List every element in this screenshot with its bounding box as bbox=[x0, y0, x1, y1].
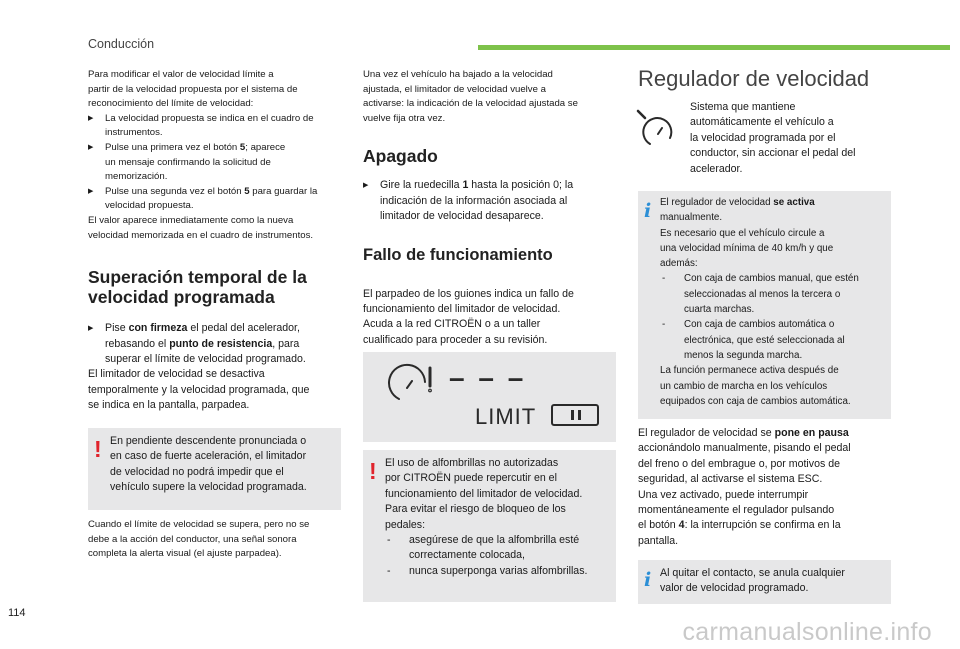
step-item bbox=[88, 141, 350, 185]
warning-exclamation-icon: ! bbox=[369, 458, 377, 484]
text-line: El limitador de velocidad se desactiva bbox=[88, 368, 265, 381]
step-item bbox=[88, 112, 350, 141]
text-line: en caso de fuerte aceleración, el limitador bbox=[110, 450, 307, 463]
step-item bbox=[88, 321, 350, 367]
text-line: funcionamiento del limitador de velocidad. bbox=[363, 303, 561, 315]
text-line: El uso de alfombrillas no autorizadas bbox=[385, 457, 559, 469]
column-left bbox=[88, 68, 350, 414]
bullet-arrow-icon: ▶ bbox=[363, 182, 369, 190]
text-line: reconocimiento del límite de velocidad: bbox=[88, 98, 254, 110]
text-line: accionándolo manualmente, pisando el pedal bbox=[638, 442, 851, 455]
text-line: menos la segunda marcha. bbox=[684, 349, 803, 361]
press-instruction bbox=[88, 321, 350, 413]
text-line: automáticamente el vehículo a bbox=[690, 116, 834, 129]
info-text bbox=[660, 195, 883, 409]
bullet-arrow-icon: ▶ bbox=[88, 187, 94, 195]
text-line: Es necesario que el vehículo circule a bbox=[660, 227, 825, 239]
step-list bbox=[88, 112, 350, 214]
text-line: la velocidad programada por el bbox=[690, 131, 836, 144]
text-line: de velocidad no podrá impedir que el bbox=[110, 465, 284, 478]
bullet-arrow-icon: ▶ bbox=[88, 143, 94, 151]
limit-display-illustration bbox=[363, 352, 616, 442]
text-line: cualificado para proceder a su revisión. bbox=[363, 333, 548, 346]
pause-button-icon bbox=[551, 404, 599, 426]
text-line: momentáneamente el regulador pulsando bbox=[638, 504, 835, 517]
text-line: El regulador de velocidad se pone en pausa bbox=[638, 427, 849, 439]
text-line: conductor, sin accionar el pedal del bbox=[690, 147, 856, 160]
text-line: nunca superponga varias alfombrillas. bbox=[409, 564, 588, 577]
header-accent-bar bbox=[478, 45, 950, 50]
heading-temporary-override: Superación temporal de la velocidad programada bbox=[88, 267, 307, 308]
reactivation-text bbox=[363, 68, 621, 126]
cruise-control-gauge-icon bbox=[636, 108, 678, 146]
text-line: cuarta marchas. bbox=[684, 304, 755, 316]
text-line: acelerador. bbox=[690, 162, 743, 175]
text-line: correctamente colocada, bbox=[409, 549, 526, 562]
text-line: funcionamiento del limitador de velocidad. bbox=[385, 487, 583, 500]
text-line: rebasando el punto de resistencia, para bbox=[105, 337, 300, 350]
text-line: del freno o del embrague o, por motivos de bbox=[638, 457, 840, 470]
warning-exclamation-icon: ! bbox=[94, 436, 102, 462]
text-line: manualmente. bbox=[660, 212, 723, 224]
section-title: Conducción bbox=[88, 37, 155, 51]
text-line: Con caja de cambios automática o bbox=[684, 319, 835, 331]
alert-footer-text bbox=[88, 518, 350, 562]
display-dashes: – – – bbox=[449, 362, 527, 393]
info-icon: i bbox=[644, 569, 652, 591]
text-line: Al quitar el contacto, se anula cualquier bbox=[660, 567, 845, 579]
text-line: el botón 4: la interrupción se confirma en la bbox=[638, 519, 841, 532]
cruise-description bbox=[690, 100, 900, 177]
text-line: valor de velocidad programado. bbox=[660, 582, 809, 595]
text-line: Pulse una primera vez el botón 5; aparece bbox=[105, 141, 286, 153]
text-line: partir de la velocidad propuesta por el sistema de bbox=[88, 83, 298, 95]
intro-text bbox=[88, 68, 350, 112]
pause-description bbox=[638, 426, 896, 549]
text-line: instrumentos. bbox=[105, 127, 163, 139]
warning-text bbox=[110, 434, 333, 496]
text-line: Con caja de cambios manual, que estén bbox=[684, 273, 859, 285]
watermark: carmanualsonline.info bbox=[682, 618, 932, 646]
text-line: ajustada, el limitador de velocidad vuelve a bbox=[363, 83, 546, 95]
text-line: vehículo supere la velocidad programada. bbox=[110, 481, 307, 494]
text-line: Pise con firmeza el pedal del acelerador, bbox=[105, 322, 300, 335]
text-line: temporalmente y la velocidad programada, que bbox=[88, 383, 310, 396]
malfunction-text bbox=[363, 287, 621, 349]
text-line: El regulador de velocidad se activa bbox=[660, 197, 815, 208]
text-line: Una vez activado, puede interrumpir bbox=[638, 488, 809, 501]
text-line: seleccionadas al menos la tercera o bbox=[684, 288, 841, 300]
text-line: limitador de velocidad desaparece. bbox=[380, 210, 544, 223]
column-middle bbox=[363, 68, 621, 348]
warning-box-downhill bbox=[88, 428, 341, 510]
heading-cruise-control: Regulador de velocidad bbox=[638, 66, 870, 91]
text-line: Pulse una segunda vez el botón 5 para guardar la bbox=[105, 185, 318, 197]
text-line: superar el límite de velocidad programado. bbox=[105, 352, 306, 365]
info-box-activation bbox=[638, 191, 891, 419]
dash-item: - Con caja de cambios manual, que estén seleccionadas al menos la tercera o cuarta marchas. bbox=[660, 271, 883, 317]
text-line: un cambio de marcha en los vehículos bbox=[660, 380, 828, 392]
text-line: La velocidad propuesta se indica en el cuadro de bbox=[105, 112, 314, 124]
text-line: Gire la ruedecilla 1 hasta la posición 0; la bbox=[380, 179, 574, 192]
bullet-arrow-icon: ▶ bbox=[88, 114, 94, 122]
info-icon: i bbox=[644, 200, 652, 222]
text-line: velocidad memorizada en el cuadro de instrumentos. bbox=[88, 229, 314, 241]
text-line: además: bbox=[660, 258, 698, 270]
outro-text bbox=[88, 214, 350, 243]
dash-item: - Con caja de cambios automática o electrónica, que esté seleccionada al menos la segunda marcha. bbox=[660, 317, 883, 363]
page-number: 114 bbox=[8, 607, 26, 619]
warning-box-floor-mats bbox=[363, 450, 616, 602]
info-text bbox=[660, 566, 883, 597]
text-line: memorización. bbox=[105, 171, 168, 183]
dash-item: - asegúrese de que la alfombrilla esté correctamente colocada, bbox=[385, 533, 608, 564]
text-line: electrónica, que esté seleccionada al bbox=[684, 334, 845, 346]
text-line: Acuda a la red CITROËN o a un taller bbox=[363, 318, 541, 331]
off-instruction bbox=[363, 178, 621, 224]
text-line: Cuando el límite de velocidad se supera, pero no se bbox=[88, 519, 310, 530]
text-line: equipados con caja de cambios automática. bbox=[660, 395, 851, 407]
text-line: Para evitar el riesgo de bloqueo de los bbox=[385, 503, 566, 516]
text-line: El valor aparece inmediatamente como la nueva bbox=[88, 214, 294, 226]
text-line: Sistema que mantiene bbox=[690, 101, 796, 113]
text-line: Una vez el vehículo ha bajado a la velocidad bbox=[363, 69, 553, 80]
bullet-arrow-icon: ▶ bbox=[88, 325, 94, 333]
text-line: por CITROËN puede repercutir en el bbox=[385, 472, 557, 485]
text-line: velocidad propuesta. bbox=[105, 200, 194, 212]
text-line: El parpadeo de los guiones indica un fallo de bbox=[363, 287, 574, 300]
text-line: En pendiente descendente pronunciada o bbox=[110, 435, 307, 447]
text-line: activarse: la indicación de la velocidad ajustada se bbox=[363, 98, 578, 110]
step-item bbox=[363, 178, 621, 224]
text-line: vuelve fija otra vez. bbox=[363, 112, 446, 124]
text-line: indicación de la información asociada al bbox=[380, 194, 568, 207]
text-line: completa la alerta visual (el ajuste parpadea). bbox=[88, 548, 282, 560]
text-line: se indica en la pantalla, parpadea. bbox=[88, 399, 250, 412]
text-line: una velocidad mínima de 40 km/h y que bbox=[660, 242, 834, 254]
step-item bbox=[88, 185, 350, 214]
text-line: La función permanece activa después de bbox=[660, 365, 839, 377]
heading-malfunction: Fallo de funcionamiento bbox=[363, 245, 553, 264]
text-line: pedales: bbox=[385, 518, 426, 531]
text-line: Para modificar el valor de velocidad límite a bbox=[88, 69, 274, 80]
text-line: asegúrese de que la alfombrilla esté bbox=[409, 534, 580, 547]
heading-off: Apagado bbox=[363, 146, 438, 167]
dash-item: - nunca superponga varias alfombrillas. bbox=[385, 564, 608, 579]
text-line: seguridad, al activarse el sistema ESC. bbox=[638, 473, 823, 486]
text-line: un mensaje confirmando la solicitud de bbox=[105, 156, 271, 168]
text-line: debe a la acción del conductor, una señal sonora bbox=[88, 533, 297, 545]
info-box-ignition-off bbox=[638, 560, 891, 604]
warning-text bbox=[385, 456, 608, 579]
text-line: pantalla. bbox=[638, 534, 679, 547]
display-limit-label: LIMIT bbox=[475, 404, 537, 429]
